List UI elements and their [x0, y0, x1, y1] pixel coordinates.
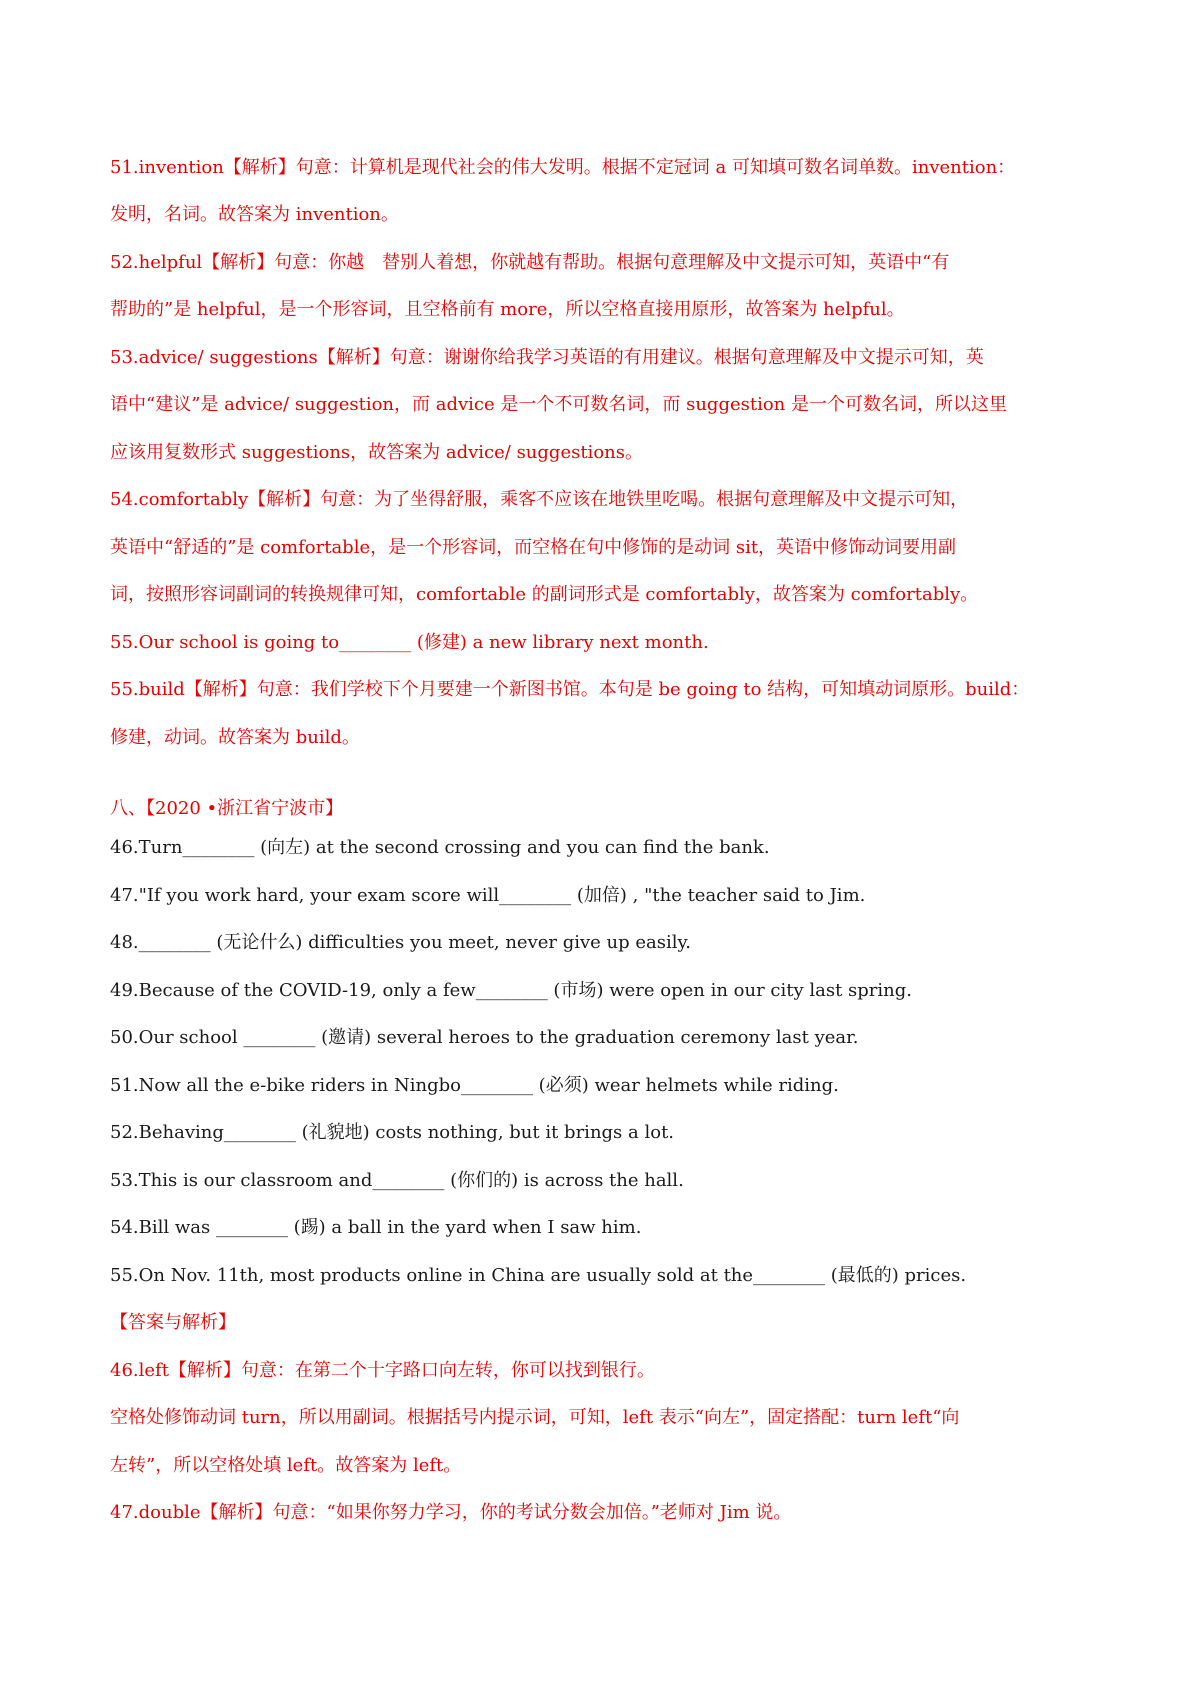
question-line: 53.This is our classroom and________ (你们的) is across the hall.: [110, 1170, 684, 1191]
section-heading: 八、【2020 •浙江省宁波市】: [110, 798, 344, 819]
question-line: 49.Because of the COVID-19, only a few________ (市场) were open in our city last spring.: [110, 980, 912, 1001]
answer-heading: 【答案与解析】: [110, 1312, 236, 1333]
question-line: 50.Our school ________ (邀请) several heroes to the graduation ceremony last year.: [110, 1027, 859, 1048]
answer-line: 52.helpful【解析】句意：你越 替别人着想，你就越有帮助。根据句意理解及中文提示可知，英语中“有: [110, 252, 950, 273]
answer-line: 47.double【解析】句意：“如果你努力学习，你的考试分数会加倍。”老师对 Jim 说。: [110, 1502, 792, 1523]
question-line: 46.Turn________ (向左) at the second crossing and you can find the bank.: [110, 837, 770, 858]
question-line: 55.On Nov. 11th, most products online in China are usually sold at the________ (最低的) prices.: [110, 1265, 967, 1286]
answer-line: 英语中“舒适的”是 comfortable，是一个形容词，而空格在句中修饰的是动词 sit，英语中修饰动词要用副: [110, 537, 957, 558]
answer-line: 应该用复数形式 suggestions，故答案为 advice/ suggestions。: [110, 442, 643, 463]
answer-line: 帮助的”是 helpful，是一个形容词，且空格前有 more，所以空格直接用原形，故答案为 helpful。: [110, 299, 905, 320]
answer-line: 词，按照形容词副词的转换规律可知，comfortable 的副词形式是 comfortably，故答案为 comfortably。: [110, 584, 979, 605]
answer-line: 修建，动词。故答案为 build。: [110, 727, 360, 748]
question-line: 55.Our school is going to________ (修建) a new library next month.: [110, 632, 709, 653]
answer-line: 发明，名词。故答案为 invention。: [110, 204, 399, 225]
question-line: 48.________ (无论什么) difficulties you meet, never give up easily.: [110, 932, 692, 953]
question-line: 52.Behaving________ (礼貌地) costs nothing, but it brings a lot.: [110, 1122, 675, 1143]
answer-line: 空格处修饰动词 turn，所以用副词。根据括号内提示词，可知，left 表示“向左”，固定搭配：turn left“向: [110, 1407, 960, 1428]
answer-line: 54.comfortably【解析】句意：为了坐得舒服，乘客不应该在地铁里吃喝。根据句意理解及中文提示可知，: [110, 489, 969, 510]
question-line: 54.Bill was ________ (踢) a ball in the yard when I saw him.: [110, 1217, 642, 1238]
answer-line: 语中“建议”是 advice/ suggestion，而 advice 是一个不可数名词，而 suggestion 是一个可数名词，所以这里: [110, 394, 1007, 415]
answer-line: 55.build【解析】句意：我们学校下个月要建一个新图书馆。本句是 be going to 结构，可知填动词原形。build：: [110, 679, 1030, 700]
answer-line: 53.advice/ suggestions【解析】句意：谢谢你给我学习英语的有用建议。根据句意理解及中文提示可知，英: [110, 347, 984, 368]
answer-line: 51.invention【解析】句意：计算机是现代社会的伟大发明。根据不定冠词 a 可知填可数名词单数。invention：: [110, 157, 1016, 178]
answer-line: 46.left【解析】句意：在第二个十字路口向左转，你可以找到银行。: [110, 1360, 655, 1381]
answer-line: 左转”，所以空格处填 left。故答案为 left。: [110, 1455, 462, 1476]
question-line: 47."If you work hard, your exam score will________ (加倍) , "the teacher said to Jim.: [110, 885, 866, 906]
question-line: 51.Now all the e-bike riders in Ningbo________ (必须) wear helmets while riding.: [110, 1075, 839, 1096]
